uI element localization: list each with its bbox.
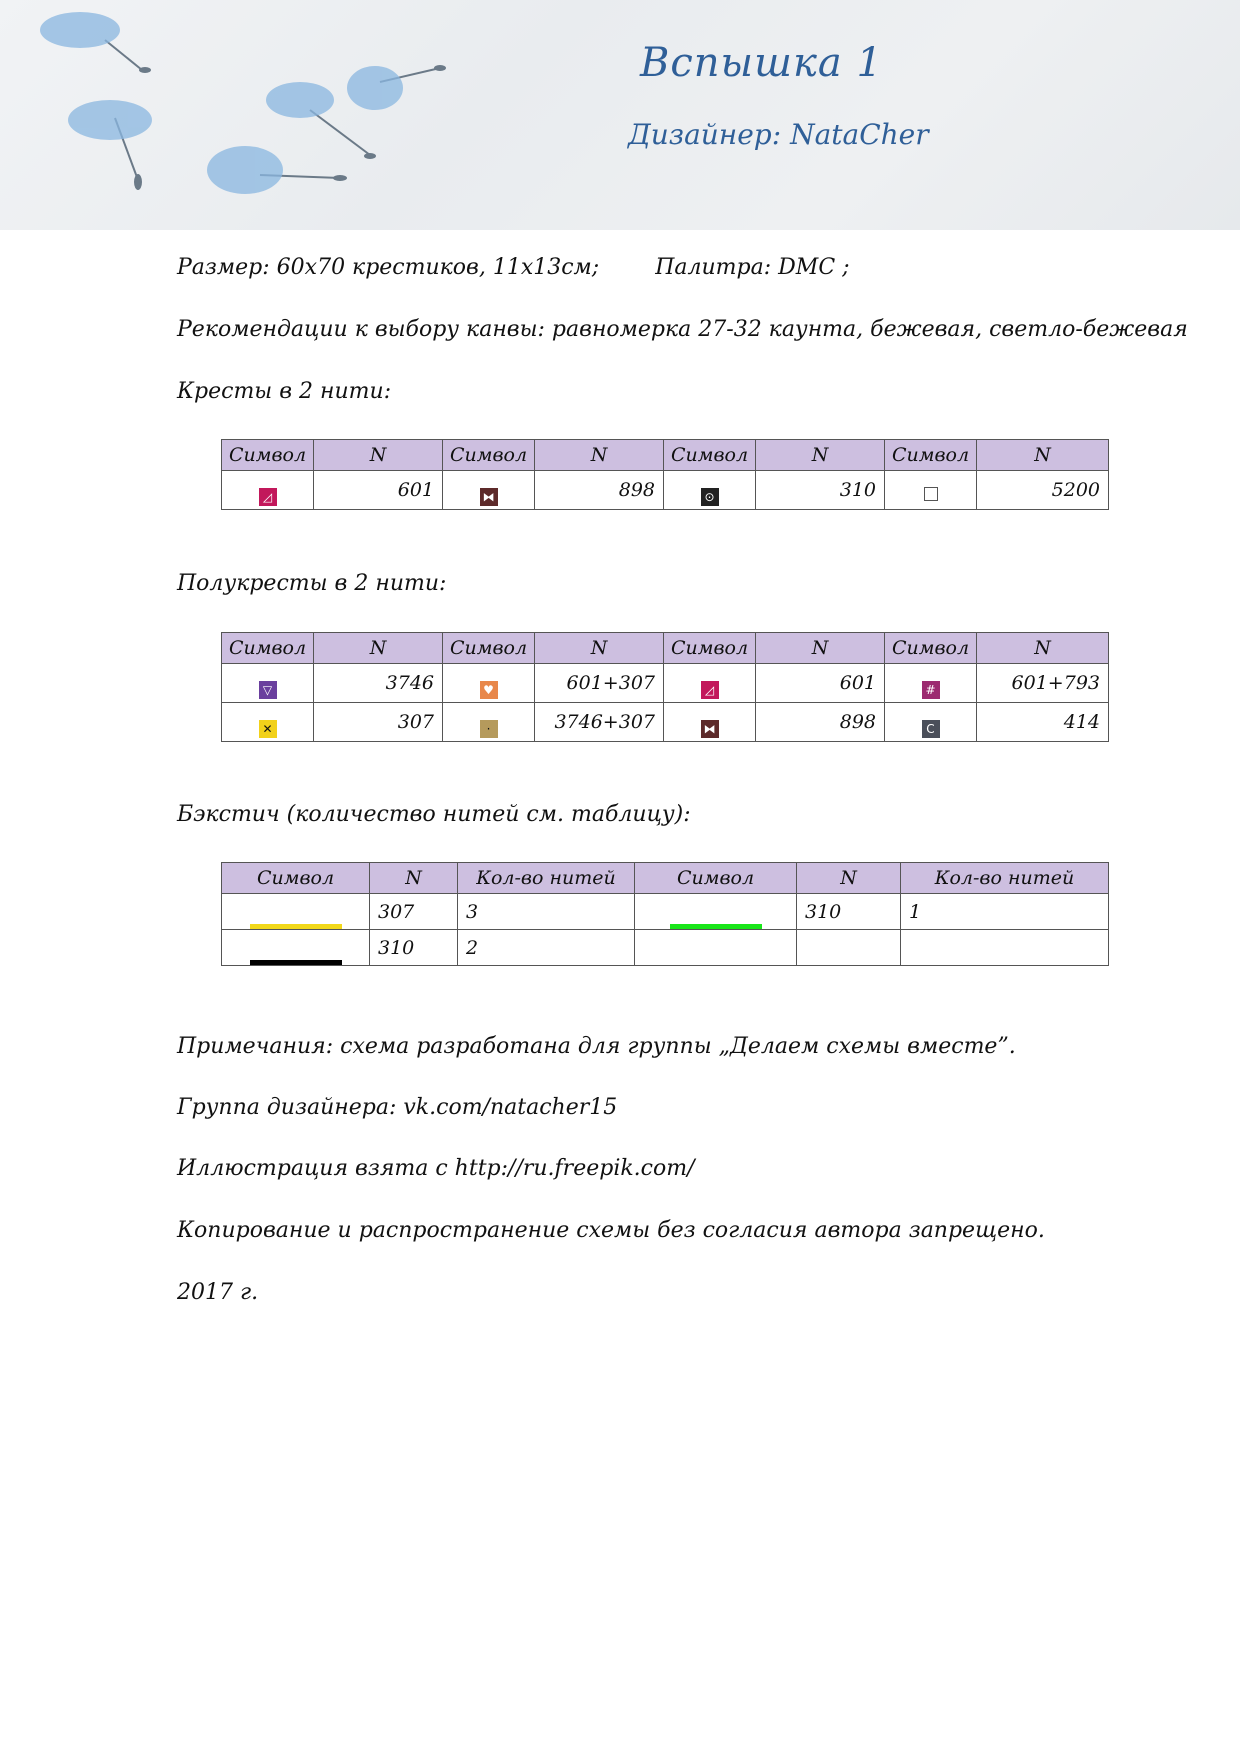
backstitch-line-icon [250,924,342,929]
column-header: Символ [222,633,314,664]
dmc-number-cell: 601+307 [535,664,664,703]
line-symbol-cell [222,930,370,966]
symbol-cell [664,471,756,510]
symbol-cell [443,664,535,703]
line-symbol-cell [222,894,370,930]
thread-count-cell: 2 [458,930,635,966]
symbol-cell [443,703,535,742]
dmc-number-cell: 898 [535,471,664,510]
column-header: N [756,633,885,664]
dmc-number-cell: 601 [756,664,885,703]
table-row [222,894,1109,930]
thread-count-cell: 3 [458,894,635,930]
dmc-number-cell [797,930,901,966]
column-header: Кол-во нитей [901,863,1109,894]
column-header: N [535,633,664,664]
symbol-cell [443,471,535,510]
illustration-credit: Иллюстрация взята с http://ru.freepik.com/ [177,1156,695,1181]
note-text: Примечания: схема разработана для группы „Делаем схемы вместе”. [177,1034,1016,1059]
crosses-table [221,439,1109,510]
stitch-symbol-icon: ⧓ [480,488,498,506]
column-header: Кол-во нитей [458,863,635,894]
column-header: Символ [443,440,535,471]
table-header-row [222,863,1109,894]
page-title: Вспышка 1 [640,40,883,86]
stitch-symbol-icon: ♥ [480,681,498,699]
thread-count-cell [901,930,1109,966]
palette-text: Палитра: DMC ; [655,255,850,280]
stitch-symbol-icon: C [922,720,940,738]
stitch-symbol-icon: ◿ [701,681,719,699]
column-header: Символ [443,633,535,664]
column-header: Символ [885,440,977,471]
thread-count-cell: 1 [901,894,1109,930]
dmc-number-cell: 898 [756,703,885,742]
column-header: Символ [222,440,314,471]
column-header: Символ [222,863,370,894]
symbol-cell [664,664,756,703]
backstitch-table [221,862,1109,966]
symbol-cell [885,703,977,742]
stitch-symbol-icon [924,487,938,501]
half-crosses-heading: Полукресты в 2 нити: [177,571,447,596]
dmc-number-cell: 310 [756,471,885,510]
column-header: N [756,440,885,471]
column-header: N [314,633,443,664]
column-header: N [977,440,1109,471]
table-row [222,930,1109,966]
canvas-recommendation: Рекомендации к выбору канвы: равномерка 27-32 каунта, бежевая, светло-бежевая [177,317,1188,342]
stitch-symbol-icon: ◿ [259,488,277,506]
line-symbol-cell [635,930,797,966]
half-crosses-table [221,632,1109,742]
dmc-number-cell: 307 [370,894,458,930]
column-header: N [535,440,664,471]
table-header-row [222,440,1109,471]
table-row [222,664,1109,703]
symbol-cell [222,664,314,703]
table-row [222,703,1109,742]
column-header: Символ [664,633,756,664]
column-header: Символ [635,863,797,894]
column-header: N [977,633,1109,664]
dmc-number-cell: 3746 [314,664,443,703]
symbol-cell [222,471,314,510]
year-text: 2017 г. [177,1280,259,1305]
designer-group-text: Группа дизайнера: vk.com/natacher15 [177,1095,618,1120]
dmc-number-cell: 601 [314,471,443,510]
size-text: Размер: 60х70 крестиков, 11х13см; [177,255,600,280]
column-header: N [797,863,901,894]
symbol-cell [664,703,756,742]
stitch-symbol-icon: · [480,720,498,738]
symbol-cell [222,703,314,742]
dmc-number-cell: 3746+307 [535,703,664,742]
symbol-cell [885,471,977,510]
backstitch-line-icon [250,960,342,965]
dmc-number-cell: 307 [314,703,443,742]
dandelion-illustration [0,0,560,230]
dmc-number-cell: 310 [797,894,901,930]
backstitch-line-icon [670,924,762,929]
column-header: Символ [885,633,977,664]
dmc-number-cell: 414 [977,703,1109,742]
copyright-notice: Копирование и распространение схемы без согласия автора запрещено. [177,1218,1045,1243]
table-row [222,471,1109,510]
column-header: N [314,440,443,471]
table-header-row [222,633,1109,664]
stitch-symbol-icon: ⊙ [701,488,719,506]
column-header: Символ [664,440,756,471]
dmc-number-cell: 5200 [977,471,1109,510]
header-banner [0,0,1240,230]
line-symbol-cell [635,894,797,930]
stitch-symbol-icon: ⧓ [701,720,719,738]
crosses-heading: Кресты в 2 нити: [177,379,392,404]
backstitch-heading: Бэкстич (количество нитей см. таблицу): [177,802,691,827]
size-palette-line [177,253,850,283]
dmc-number-cell: 601+793 [977,664,1109,703]
column-header: N [370,863,458,894]
designer-line: Дизайнер: NataCher [628,118,929,151]
symbol-cell [885,664,977,703]
stitch-symbol-icon: ✕ [259,720,277,738]
dmc-number-cell: 310 [370,930,458,966]
stitch-symbol-icon: # [922,681,940,699]
stitch-symbol-icon: ▽ [259,681,277,699]
